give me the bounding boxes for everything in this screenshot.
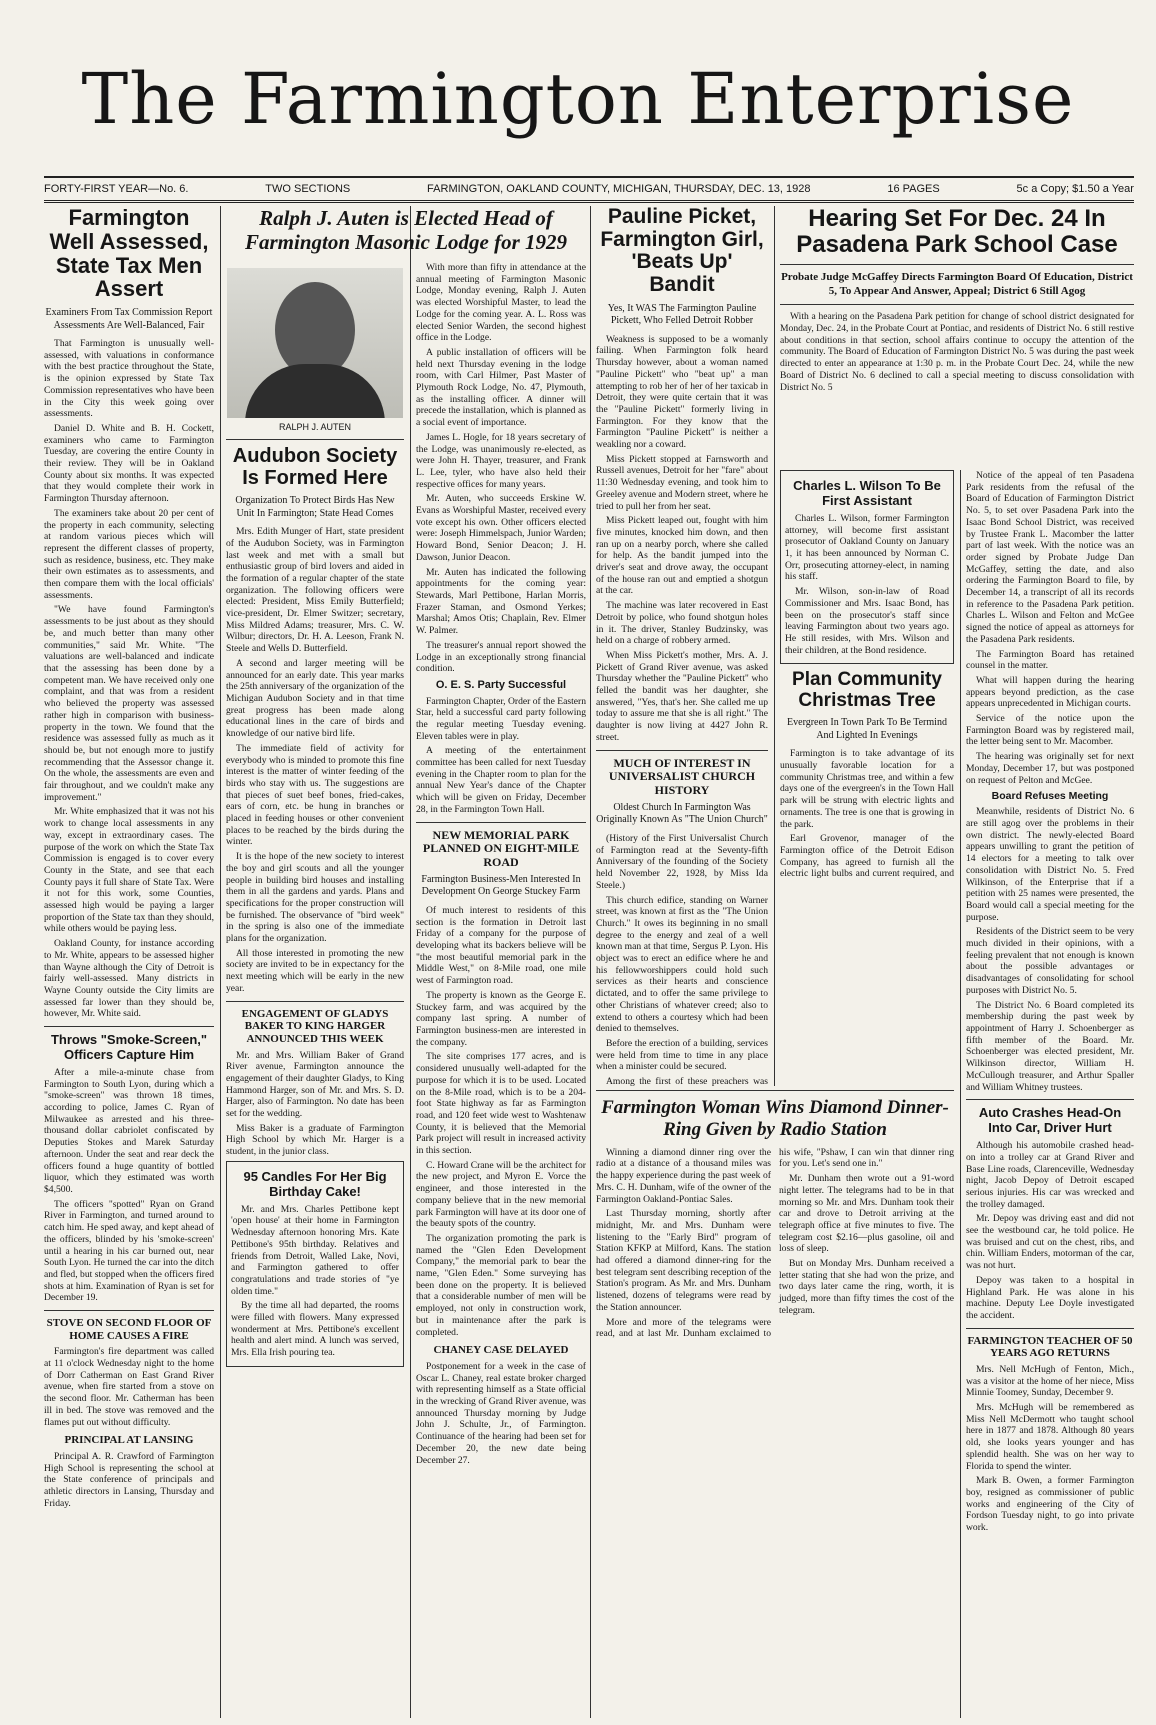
page-count: 16 PAGES (887, 183, 940, 195)
paragraph: By the time all had departed, the rooms were filled with flowers. Many expressed wonderment at Mrs. Pettibone's excellent health and alert mind. A lunch was served, Mrs. Ella Irish pouring tea. (231, 1300, 399, 1359)
paragraph: (History of the First Universalist Church of Farmington read at the Seventy-fifth Anniversary of the founding of the Society held November 22, 1928, by Miss Ida Steele.) (596, 832, 768, 891)
paragraph: When Miss Pickett's mother, Mrs. A. J. Pickett of Grand River avenue, was asked Thursday whether the "Pauline Pickett" who felled the bandit was her daughter, she answered, "Yes, that's her. She called me up today to assure me that she is all right." The daughter is now living at 4427 John R. street. (596, 649, 768, 743)
headline-christmas-tree: Plan Community Christmas Tree (792, 669, 942, 711)
paragraph: Miss Baker is a graduate of Farmington High School by which Mr. Harger is a student, in the junior class. (226, 1122, 404, 1158)
column-4 (596, 206, 768, 1086)
paragraph: Mr. Auten has indicated the following appointments for the coming year: Stewards, Marl Pettibone, Harlan Morris, Frazer Staman, and Osmond Yerkes; Marshal; Amos Otis; Chaplain, Rev. Elmer W. Palmer. (416, 566, 586, 637)
place-date: FARMINGTON, OAKLAND COUNTY, MICHIGAN, THURSDAY, DEC. 13, 1928 (427, 183, 811, 195)
deck-tax: Examiners From Tax Commission Report Assessments Are Well-Balanced, Fair (45, 307, 213, 331)
headline-memorial-park: NEW MEMORIAL PARK PLANNED ON EIGHT-MILE ROAD (422, 827, 580, 870)
paragraph: After a mile-a-minute chase from Farmington to South Lyon, during which a "smoke-screen" was thrown 18 times, according to police, James C. Ryan of Milwaukee as arrested and his three-thousand dollar cabriolet confiscated by Deputies Stokes and Marek Saturday afternoon. Under the seat and rear deck the officers found a huge quantity of bottled liquor, which they estimated was worth $4,500. (44, 1066, 214, 1195)
paragraph: The machine was later recovered in East Detroit by police, who found shotgun holes in it. The driver, Stanley Budzinsky, was held on a charge of robbery armed. (596, 600, 768, 647)
headline-baker-engagement: ENGAGEMENT OF GLADYS BAKER TO KING HARGER ANNOUNCED THIS WEEK (241, 1007, 389, 1045)
paragraph: Meanwhile, residents of District No. 6 are still agog over the problems in their own district. The newly-elected Board appears unwilling to grant the petition of 14 electors for a meeting to talk over consolidation with District No. 5. Fred Wilkinson, of the Enterprise that if a petition with 25 names were presented, the Board would call a special meeting for the purpose. (966, 806, 1134, 923)
paragraph: Although his automobile crashed head-on into a trolley car at Grand River and Base Line roads, Clarenceville, Wednesday night, Jacob Depoy of Detroit escaped serious injuries. His car was wrecked and the trolley damaged. (966, 1140, 1134, 1210)
headline-wilson: Charles L. Wilson To Be First Assistant (793, 478, 941, 508)
paragraph: Principal A. R. Crawford of Farmington High School is representing the school at the State conference of principals and athletic directors in Lansing, Thursday and Friday. (44, 1450, 214, 1509)
headline-auto-crash: Auto Crashes Head-On Into Car, Driver Hurt (978, 1105, 1122, 1136)
price: 5c a Copy; $1.50 a Year (1016, 183, 1134, 195)
photo-caption: RALPH J. AUTEN (278, 422, 352, 432)
divider (44, 1026, 214, 1027)
paragraph: Mr. and Mrs. Charles Pettibone kept 'open house' at their home in Farmington Wednesday afternoon honoring Mrs. Kate Pettibone's 95th birthday. Relatives and friends from Detroit, Walled Lake, Novi, and Farmington gathered to offer congratulations and trade stories of "ye olden time." (231, 1203, 399, 1297)
paragraph: Among the first of these preachers was (606, 1076, 768, 1086)
paragraph: The property is known as the George E. Stuckey farm, and was acquired by the company last spring. A number of Farmington business-men are interested in the company. (416, 989, 586, 1048)
masthead-title: The Farmington Enterprise (81, 58, 1075, 140)
portrait-photo (227, 268, 403, 418)
column-1 (44, 206, 214, 1718)
paragraph: With more than fifty in attendance at the annual meeting of Farmington Masonic Lodge, Monday evening, Ralph J. Auten was elected Worshipful Master, to lead the Lodge for the coming year. A. L. Ross was elected Senior Warden, the second highest office in the Lodge. (416, 262, 586, 344)
paragraph: Winning a diamond dinner ring over the radio at a distance of a thousand miles was the happy experience during the past week of Mrs. C. H. Dunham, wife of the owner of the Farmington Oakland-Pontiac Sales. (596, 1146, 771, 1205)
paragraph: James L. Hogle, for 18 years secretary of the Lodge, was unanimously re-elected, as were John H. Thayer, treasurer, and Frank L. Lee, tyler, who have also held their respective offices for many years. (416, 431, 586, 490)
headline-board-refuses: Board Refuses Meeting (991, 790, 1109, 803)
column-rule (220, 206, 221, 1718)
headline-auten: Ralph J. Auten is Elected Head of Farmington Masonic Lodge for 1929 (244, 206, 568, 255)
wilson-box (780, 470, 954, 664)
paragraph: Daniel D. White and B. H. Cockett, examiners who came to Farmington Tuesday, are covering the entire County in their review. They will be in Oakland County about six months. It was expected that they would complete their work in Farmington Thursday afternoon. (44, 422, 214, 505)
headline-audubon: Audubon Society Is Formed Here (232, 444, 398, 489)
headline-principal: PRINCIPAL AT LANSING (64, 1434, 194, 1447)
paragraph: The hearing was originally set for next Monday, December 17, but was postponed on request of Pelton and McGee. (966, 751, 1134, 786)
volume-number: FORTY-FIRST YEAR—No. 6. (44, 183, 189, 195)
headline-pauline-picket: Pauline Picket, Farmington Girl, 'Beats Up' Bandit (600, 206, 764, 297)
paragraph: Mr. White emphasized that it was not his work to change local assessments in any way, except in extraordinary cases. The purpose of the work on which the State Tax Commission is engaged is to cover every County in the State, and see that each County pays it full share of State Tax. Were it not for this work, some Counties, assessed high would be paying a larger proportion of the State tax than they should, while others would be paying less. (44, 806, 214, 935)
paragraph: The examiners take about 20 per cent of the property in each community, selecting at random various pieces which will represent the different classes of property, such as residence, business, etc. They make their own estimates as to assessments, and then compare them with the local officials' assessments. (44, 507, 214, 601)
paragraph: Mrs. Nell McHugh of Fenton, Mich., was a visitor at the home of her niece, Miss Minnie Toomey, Sunday, December 9. (966, 1363, 1134, 1399)
paragraph: The immediate field of activity for everybody who is minded to promote this fine interest is the matter of winter feeding of the birds who stay with us. The suggestions are that pieces of suet beef bones, fried-cakes, ears of corn, etc. be hung in branches or placed in feeding houses or other convenient places to be reached by the birds during the winter. (226, 742, 404, 848)
paragraph: The officers "spotted" Ryan on Grand River in Farmington, and turned around to catch him. He sped away, and kept ahead of the officers, blinded by his 'smoke-screen' until a hearing in his car burned out, near South Lyon. He turned the car into the ditch and fled, but stopped when the officers fired shots at him. Examination of Ryan is set for December 19. (44, 1198, 214, 1304)
paragraph: Service of the notice upon the Farmington Board was by registered mail, the letter being sent to Mr. Macomber. (966, 713, 1134, 748)
deck-pasadena: Probate Judge McGaffey Directs Farmington Board Of Education, District 5, To Appear And Answer, Appeal; District 6 Still Agog (781, 270, 1133, 297)
paragraph: Postponement for a week in the case of Oscar L. Chaney, real estate broker charged with representing himself as a State official in the wrecking of Grand River avenue, was announced Thursday morning by Judge John J. Schulte, Jr., of Farmington. Continuance of the hearing had been set for December 20, the new date being December 27. (416, 1360, 586, 1466)
paragraph: What will happen during the hearing appears beyond prediction, as the case appears unprecedented in Michigan courts. (966, 674, 1134, 710)
column-rule (410, 206, 411, 1718)
headline-chaney: CHANEY CASE DELAYED (433, 1344, 569, 1357)
divider (416, 822, 586, 823)
paragraph: C. Howard Crane will be the architect for the new project, and Myron E. Vorce the engineer, and those interested in the company believe that in the new memorial park Farmington will have at its door one of the beauty spots of the country. (416, 1159, 586, 1230)
paragraph: Before the erection of a building, services were held from time to time in any place when a minister could be secured. (596, 1037, 768, 1073)
paragraph: A second and larger meeting will be announced for an early date. This year marks the 25th anniversary of the organization of the Michigan Audubon Society and in that time great progress has been made along educational lines in the care of birds and knowledge of our native bird life. (226, 657, 404, 740)
paragraph: This church edifice, standing on Warner street, was known at first as the "The Union Church." It owes its beginning in no small degree to the energy and zeal of a well known man at that time, Sergus P. Lyon. His object was to erect an edifice where he and his fellowworshippers could hold such services as their hearts and conscience dictated, and to offer the same privilege to other Christians of whatever creed; also to extend to others a courtesy which had been denied to themselves. (596, 894, 768, 1035)
diamond-ring-story (596, 1090, 954, 1725)
paragraph: The organization promoting the park is named the "Glen Eden Development Company," the memorial park to bear the name, "Glen Eden." Some surveying has been done on the property. It is believed that a considerable number of men will be employed, not only in construction work, but in maintenance after the park is completed. (416, 1232, 586, 1338)
paragraph: Mr. Wilson, son-in-law of Road Commissioner and Mrs. Isaac Bond, has been on the prosecutor's staff since leaving Farmington about two years ago. He still resides, with Mrs. Wilson and their children, at the Bond residence. (785, 586, 949, 656)
paragraph: Mrs. McHugh will be remembered as Miss Nell McDermott who taught school here in 1877 and 1878. Although 80 years old, she looks years younger and has splendid health. She was on her way to Florida to spend the winter. (966, 1402, 1134, 1472)
paragraph: Mr. Dunham then wrote out a 91-word night letter. The telegrams had to be in that morning so Mr. and Mrs. Dunham took their car and drove to Detroit arriving at the telegraph office at five minutes to five. The telegram cost $2.16—plus gasoline, oil and loss of sleep. (779, 1173, 954, 1255)
headline-stove-fire: STOVE ON SECOND FLOOR OF HOME CAUSES A FIRE (46, 1317, 212, 1342)
paragraph: Mr. Auten, who succeeds Erskine W. Evans as Worshipful Master, received every vote except his own. Other officers elected were: Joseph Himmelspach, Junior Warden; Howard Bond, Senior Deacon; J. H. Dawson, Junior Deacon. (416, 493, 586, 563)
headline-candles: 95 Candles For Her Big Birthday Cake! (243, 1168, 387, 1199)
paragraph: Farmington Chapter, Order of the Eastern Star, held a successful card party following the regular meeting Tuesday evening. Eleven tables were in play. (416, 695, 586, 742)
paragraph: Mark B. Owen, a former Farmington boy, resigned as commissioner of public works and engineering of the City of Fordson Tuesday night, to go into private work. (966, 1475, 1134, 1534)
auten-headline-block (226, 206, 586, 260)
paragraph: Farmington's fire department was called at 11 o'clock Wednesday night to the home of Dorr Catherman on East Grand River avenue, when fire started from a stove on the second floor. Mr. Catherman has been ill in bed. The stove was removed and the flames put out without difficulty. (44, 1346, 214, 1428)
divider (596, 750, 768, 751)
column-2 (226, 262, 404, 1718)
column-rule (590, 206, 591, 1718)
headline-smoke-screen: Throws "Smoke-Screen," Officers Capture Him (50, 1032, 208, 1063)
column-6 (966, 470, 1134, 1718)
column-5 (780, 470, 954, 880)
candles-box (226, 1161, 404, 1367)
paragraph: Miss Pickett stopped at Farnsworth and Russell avenues, Detroit for her "fare" about 11:30 Wednesday evening, and took him to Greeley avenue and Modern street, where he tried to pull her from her seat. (596, 453, 768, 512)
paragraph: The treasurer's annual report showed the Lodge in an exceptionally strong financial condition. (416, 639, 586, 675)
divider (226, 439, 404, 440)
paragraph: That Farmington is unusually well-assessed, with valuations in conformance with the best practice throughout the State, is the opinion expressed by State Tax Commission representatives who have been in the City this week going over assessments. (44, 338, 214, 420)
headline-diamond-ring: Farmington Woman Wins Diamond Dinner-Ring Given by Radio Station (601, 1097, 949, 1140)
divider (780, 264, 1134, 265)
paragraph: "We have found Farmington's assessments to be just about as they should be, and much better than many other communities," said Mr. White. "The valuations are well-balanced and indicate that the assessing has been done by a competent man. We have received only one complaint, and that was from a resident who believed the property was assessed rather high in comparison with business-property in the town. We found that the residence was assessed fully as much as it should be, but not enough more to justify recommending that the Assessor change it. On the whole, the assessments are even and fair throughout, and we couldn't make any improvement." (44, 604, 214, 803)
sections-count: TWO SECTIONS (265, 183, 351, 195)
paragraph: The site comprises 177 acres, and is considered unusually well-adapted for the purpose for which it is to be used. Located on the 8-Mile road, which is to be a 204-foot State highway as far as Farmington road, and 120 feet wide west to Washtenaw County, it is believed that the Memorial Park project will result in increased activity in this section. (416, 1051, 586, 1157)
paragraph: Oakland County, for instance according to Mr. White, appears to be assessed higher than Wayne although the City of Detroit is fairly well-assessed. Many districts in Wayne County outside the City limits are assessed far lower than they should be, however, Mr. White said. (44, 938, 214, 1020)
paragraph: More and more of the telegrams were read, and at last Mr. Dunham exclaimed to his wife, "Pshaw, I can win that dinner ring for you. Let's send one in." (596, 1146, 954, 1340)
paragraph: The District No. 6 Board completed its membership during the past week by appointment of Harry J. Schoenberger as fifth member of the Board. Mr. Schoenberger was elected president, Mr. Wilkinson director, William H. McCullough treasurer, and Arthur Spaller and William Whitney trustees. (966, 999, 1134, 1093)
deck-christmas-tree: Evergreen In Town Park To Be Termind And Lighted In Evenings (787, 717, 947, 741)
paragraph: Last Thursday morning, shortly after midnight, Mr. and Mrs. Dunham were listening to the "Early Bird" program of Station KFKP at Milford, Kans. The station had offered a diamond dinner-ring for the best telegram sent describing reception of the Station's program. As Mr. and Mrs. Dunham listened, dozens of telegrams were read by the Station announcer. (596, 1208, 771, 1313)
paragraph: Earl Grovenor, manager of the Farmington office of the Detroit Edison Company, has agreed to furnish all the electric light bulbs and current required, and (780, 833, 954, 880)
paragraph: Weakness is supposed to be a womanly failing. When Farmington folk heard Thursday however, about a woman named "Pauline Pickett" who "beat up" a man attempting to rob her of her of her taxicab in Detroit, they were quite certain that it was the "Pauline Pickett" formerly living in Farmington. For they know that the Farmington "Pauline Pickett" is neither a weakling nor a coward. (596, 333, 768, 451)
portrait-body (245, 364, 385, 418)
deck-memorial-park: Farmington Business-Men Interested In Development On George Stuckey Farm (421, 873, 581, 898)
paragraph: Of much interest to residents of this section is the formation in Detroit last Friday of a company for the purpose of developing what its backers believe will be "the most beautiful memorial park in the Middle West," on 8-Mile road, one mile west of Farmington road. (416, 904, 586, 987)
column-rule (774, 206, 775, 1086)
column-3 (416, 262, 586, 1718)
pasadena-headline-block (780, 206, 1134, 470)
paragraph: A public installation of officers will be held next Thursday evening in the lodge room, with Carl Hilmer, Past Master of Plymouth Rock Lodge, No. 47, Plymouth, as the installing officer. A dinner will precede the installation, which is planned as a social event of importance. (416, 346, 586, 429)
headline-tax: Farmington Well Assessed, State Tax Men Assert (49, 206, 209, 302)
divider (966, 1328, 1134, 1329)
dateline (44, 176, 1134, 203)
paragraph: Mrs. Edith Munger of Hart, state president of the Audubon Society, was in Farmington last week and met with a small but enthusiastic group of bird lovers and aided in the formation of a regular chapter of the state organization. The following officers were elected: President, Miss Emily Butterfield; vice-president, Dr. Elmer Switzer; secretary, Miss Mildred Adams; treasurer, Mrs. C. W. Wilbur; directors, Dr. H. A. Leeson, Frank N. Steele and Wells D. Butterfield. (226, 526, 404, 655)
deck-universalist-church: Oldest Church In Farmington Was Originally Known As "The Union Church" (596, 801, 768, 826)
divider (780, 304, 1134, 305)
paragraph: Depoy was taken to a hospital in Highland Park. He was alone in his machine. Deputy Lee Doyle investigated the accident. (966, 1274, 1134, 1321)
divider (966, 1099, 1134, 1100)
paragraph: Mr. Depoy was driving east and did not see the westbound car, he told police. He was bruised and cut on the chest, ribs, and chin. William Enders, motorman of the car, was not hurt. (966, 1213, 1134, 1272)
deck-audubon: Organization To Protect Birds Has New Unit In Farmington; State Head Comes (235, 495, 395, 519)
column-rule (960, 470, 961, 1718)
paragraph: But on Monday Mrs. Dunham received a letter stating that she had won the prize, and two days later came the ring, worth, it is judged, more than fifty times the cost of the telegram. (779, 1258, 954, 1316)
paragraph: Charles L. Wilson, former Farmington attorney, will become first assistant prosecutor of Oakland County on January 1, it has been announced by Norman C. Orr, prosecuting attorney-elect, in naming his staff. (785, 512, 949, 583)
diamond-ring-body (596, 1147, 954, 1340)
paragraph: Mr. and Mrs. William Baker of Grand River avenue, Farmington announce the engagement of their daughter Gladys, to King Hammond Harger, son of Mr. and Mrs. S. D. Harger, also of Farmington. No date has been set for the wedding. (226, 1049, 404, 1120)
headline-pasadena: Hearing Set For Dec. 24 In Pasadena Park School Case (796, 206, 1118, 258)
paragraph: A meeting of the entertainment committee has been called for next Tuesday evening in the Chapter room to plan for the annual New Year's dance of the Chapter which will be given on Friday, December 28, in the Farmington Town Hall. (416, 745, 586, 815)
headline-oes: O. E. S. Party Successful (435, 678, 567, 691)
paragraph: All those interested in promoting the new society are invited to be in expectancy for the next meeting which will be early in the new year. (226, 947, 404, 994)
deck-pauline-picket: Yes, It WAS The Farmington Pauline Pickett, Who Felled Detroit Robber (607, 302, 757, 327)
headline-teacher: FARMINGTON TEACHER OF 50 YEARS AGO RETURNS (967, 1334, 1133, 1360)
divider (44, 1310, 214, 1311)
paragraph: With a hearing on the Pasadena Park petition for change of school district designated for Monday, Dec. 24, in the Probate Court at Pontiac, and residents of District No. 6 still restive about conditions in that section, school affairs continue to occupy the attention of the community. The Board of Education of Farmington District No. 5 was during the past week directed to enter an appearance at 1:30 p. m. in the Probate Court Dec. 24, while the new Board of District No. 6 declined to call a special meeting to discuss consolidation with District No. 5 (780, 311, 1134, 393)
paragraph: Residents of the District seem to be very much divided in their opinions, with a feeling prevalent that not enough is known about the possible advantages or disadvantages of consolidating for school purposes with District No. 5. (966, 926, 1134, 996)
headline-universalist-church: MUCH OF INTEREST IN UNIVERSALIST CHURCH HISTORY (608, 755, 756, 798)
paragraph: Notice of the appeal of ten Pasadena Park residents from the refusal of the Board of Education of Farmington District No. 5, to set over Pasadena Park into the Isaac Bond School District, was received by Trustee Frank L. Macomber the latter part of last week. With the notice was an order signed by Probate Judge Dan McGaffey, setting the date, and also ordering the Farmington Board to file, by December 14, a transcript of all its records in reference to the Pasadena Park petition. Charles L. Wilson and Felton and McGee signed the notice of appeal as attorneys for the Pasadena Park residents. (966, 470, 1134, 645)
paragraph: It is the hope of the new society to interest the boy and girl scouts and all the younger people in building bird houses and installing them in all the gardens and yards. Plans and specifications for the proper construction will be furnished. The observance of "bird week" in the spring is also one of the immediate plans for the organization. (226, 851, 404, 945)
paragraph: The Farmington Board has retained counsel in the matter. (966, 648, 1134, 672)
paragraph: Farmington is to take advantage of its unusually favorable location for a community Christmas tree, and within a few days one of the evergreen's in the Town Hall park will be strung with electric lights and ornaments. The tree is one that is growing in the park. (780, 748, 954, 830)
paragraph: Miss Pickett leaped out, fought with him five minutes, knocked him down, and then ran up on a nearby porch, where she called for help. As the bandit jumped into the driver's seat and drove away, the occupant of the house ran out and emptied a shotgun at the car. (596, 515, 768, 597)
divider (226, 1001, 404, 1002)
